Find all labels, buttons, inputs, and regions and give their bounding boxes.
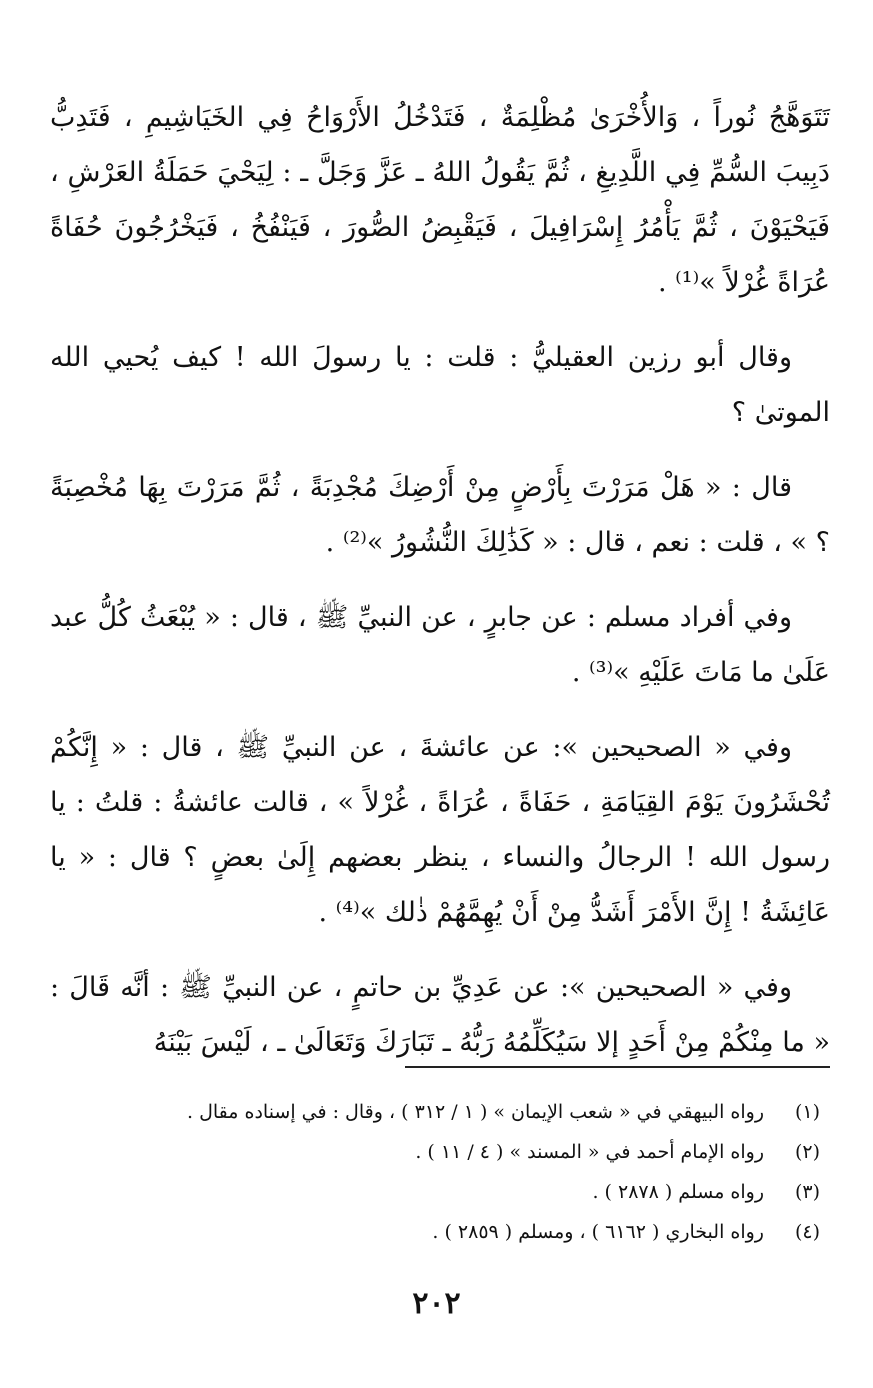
paragraph: تَتَوَهَّجُ نُوراً ، وَالأُخْرَىٰ مُظْلِمَةٌ ، فَتَدْخُلُ الأَرْوَاحُ فِي الخَيَاشِيمِ ، فَتَدِبُّ دَبِيبَ السُّمِّ فِي اللَّدِيغِ ، ثُمَّ يَقُولُ اللهُ ـ عَزَّ وَجَلَّ ـ : لِيَحْيَ حَمَلَةُ العَرْشِ ، فَيَحْيَوْنَ ، ثُمَّ يَأْمُرُ إِسْرَافِيلَ ، فَيَقْبِضُ الصُّورَ ، فَيَنْفُخُ ، فَيَخْرُجُونَ حُفَاةً عُرَاةً غُرْلاً »⁽¹⁾ . xyxy=(50,102,830,298)
footnote-text: رواه البيهقي في « شعب الإيمان » ( ١ / ٣١٢ ) ، وقال : في إسناده مقال . xyxy=(186,1101,764,1123)
paragraph: قال : « هَلْ مَرَرْتَ بِأَرْضٍ مِنْ أَرْضِكَ مُجْدِبَةً ، ثُمَّ مَرَرْتَ بِهَا مُخْصِبَةً ؟ » ، قلت : نعم ، قال : « كَذَٰلِكَ النُّشُورُ »⁽²⁾ . xyxy=(50,472,830,558)
page-number: ٢٠٢ xyxy=(412,1286,461,1321)
footnote-item xyxy=(50,1212,820,1252)
footnote-number: (١) xyxy=(794,1101,820,1123)
footnote-item xyxy=(50,1132,820,1172)
paragraph: وفي « الصحيحين »: عن عَدِيِّ بن حاتمٍ ، عن النبيِّ ﷺ : أنَّه قَالَ : « ما مِنْكُمْ مِنْ أَحَدٍ إلا سَيُكَلِّمُهُ رَبُّهُ ـ تَبَارَكَ وَتَعَالَىٰ ـ ، لَيْسَ بَيْنَهُ xyxy=(50,972,830,1058)
main-text xyxy=(50,90,830,1090)
footnote-number: (٣) xyxy=(794,1181,820,1203)
footnote-item xyxy=(50,1172,820,1212)
footnote-text: رواه الإمام أحمد في « المسند » ( ٤ / ١١ ) . xyxy=(415,1141,764,1163)
footnote-item xyxy=(50,1092,820,1132)
paragraph: وفي أفراد مسلم : عن جابرٍ ، عن النبيِّ ﷺ ، قال : « يُبْعَثُ كُلُّ عبد عَلَىٰ ما مَاتَ عَلَيْهِ »⁽³⁾ . xyxy=(50,602,830,688)
footnote-text: رواه البخاري ( ٦١٦٢ ) ، ومسلم ( ٢٨٥٩ ) . xyxy=(432,1221,764,1243)
footnote-number: (٤) xyxy=(794,1221,820,1243)
footnote-number: (٢) xyxy=(794,1141,820,1163)
paragraph: وفي « الصحيحين »: عن عائشةَ ، عن النبيِّ ﷺ ، قال : « إِنَّكُمْ تُحْشَرُونَ يَوْمَ القِيَامَةِ ، حَفَاةً ، عُرَاةً ، غُرْلاً » ، قالت عائشةُ : قلتُ : يا رسول الله ! الرجالُ والنساء ، ينظر بعضهم إِلَىٰ بعضٍ ؟ قال : « يا عَائِشَةُ ! إِنَّ الأَمْرَ أَشَدُّ مِنْ أَنْ يُهِمَّهُمْ ذٰلك »⁽⁴⁾ . xyxy=(50,732,830,928)
footnote-text: رواه مسلم ( ٢٨٧٨ ) . xyxy=(592,1181,764,1203)
footnote-divider xyxy=(405,1066,830,1068)
footnotes xyxy=(50,1092,820,1252)
paragraph: وقال أبو رزين العقيليُّ : قلت : يا رسولَ الله ! كيف يُحيي الله الموتىٰ ؟ xyxy=(50,342,830,428)
